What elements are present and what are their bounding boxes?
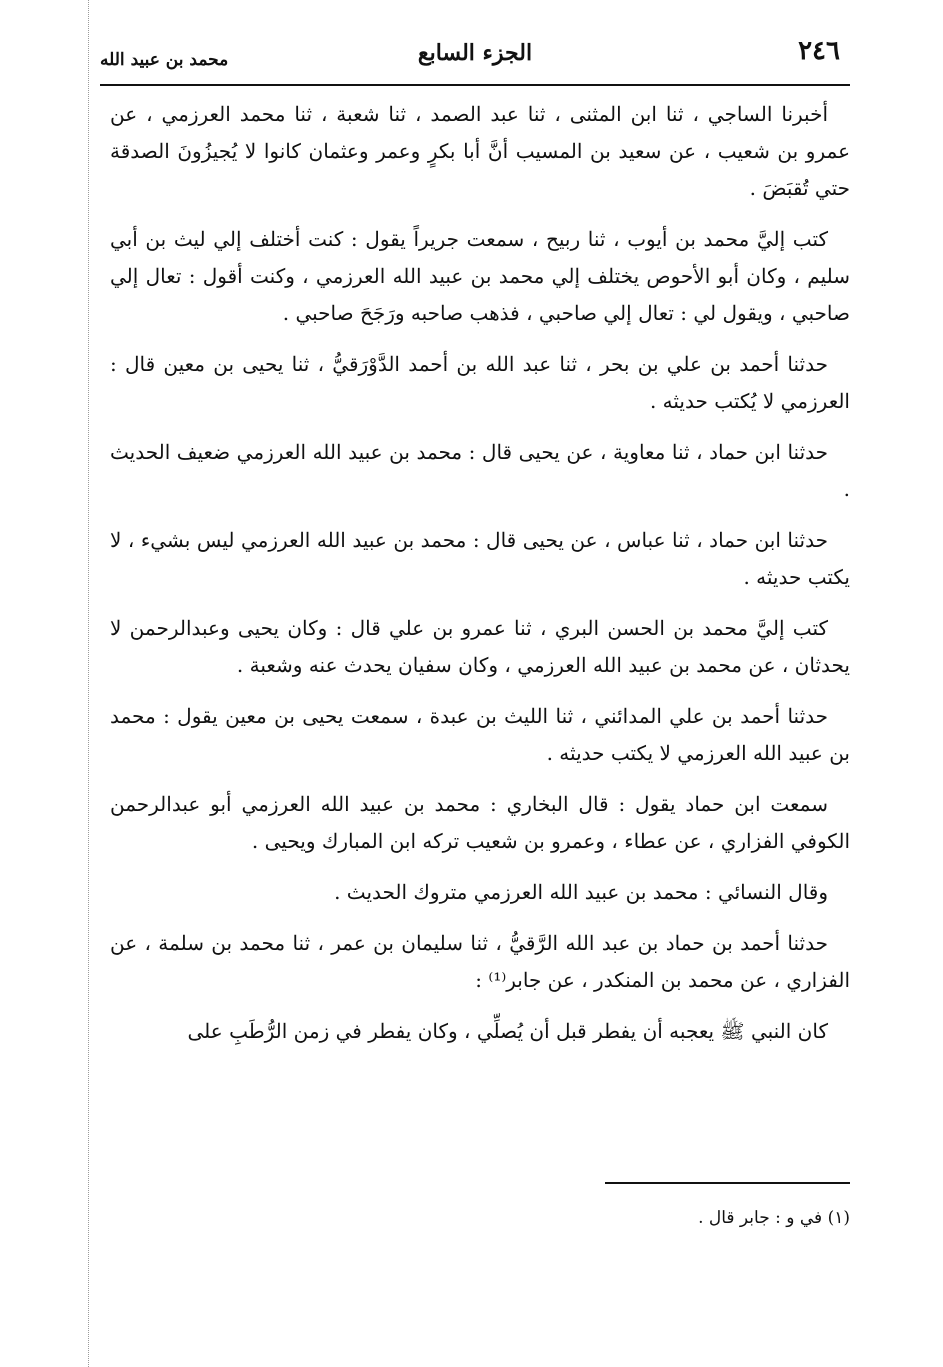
footnote: (١) في و : جابر قال . bbox=[698, 1208, 850, 1228]
volume-title: الجزء السابع bbox=[417, 40, 533, 66]
header-rule bbox=[100, 84, 850, 86]
paragraph-3: حدثنا أحمد بن علي بن بحر ، ثنا عبد الله بن أحمد الدَّوْرَقيُّ ، ثنا يحيى بن معين قال : العرزمي لا يُكتب حديثه . bbox=[110, 352, 850, 413]
paragraph-9: وقال النسائي : محمد بن عبيد الله العرزمي متروك الحديث . bbox=[334, 880, 828, 904]
page-number: ٢٤٦ bbox=[798, 36, 840, 66]
page-header bbox=[100, 36, 850, 86]
paragraph-10: حدثنا أحمد بن حماد بن عبد الله الرَّقيُّ ، ثنا سليمان بن عمر ، ثنا محمد بن سلمة ، عن الفزاري ، عن محمد بن المنكدر ، عن جابر⁽¹⁾ : bbox=[110, 931, 850, 992]
paragraph-4: حدثنا ابن حماد ، ثنا معاوية ، عن يحيى قال : محمد بن عبيد الله العرزمي ضعيف الحديث . bbox=[110, 440, 850, 501]
body-text bbox=[110, 96, 850, 1064]
paragraph-6: كتب إليَّ محمد بن الحسن البري ، ثنا عمرو بن علي قال : وكان يحيى وعبدالرحمن لا يحدثان ، عن محمد بن عبيد الله العرزمي ، وكان سفيان يحدث عنه وشعبة . bbox=[110, 616, 850, 677]
paragraph-1: أخبرنا الساجي ، ثنا ابن المثنى ، ثنا عبد الصمد ، ثنا شعبة ، ثنا محمد العرزمي ، عن عمرو بن شعيب ، عن سعيد بن المسيب أنَّ أبا بكرٍ وعمر وعثمان كانوا لا يُجيزُونَ الصدقة حتي تُقبَضَ . bbox=[110, 102, 850, 200]
paragraph-2: كتب إليَّ محمد بن أيوب ، ثنا ربيح ، سمعت جريراً يقول : كنت أختلف إلي ليث بن أبي سليم ، وكان أبو الأحوص يختلف إلي محمد بن عبيد الله العرزمي ، وكنت أقول : تعال إلي صاحبي ، ويقول لي : تعال إلي صاحبي ، فذهب صاحبه ورَجَحَ صاحبي . bbox=[110, 227, 850, 325]
paragraph-11: كان النبي ﷺ يعجبه أن يفطر قبل أن يُصلِّي ، وكان يفطر في زمن الرُّطَبِ على bbox=[187, 1019, 828, 1043]
paragraph-8: سمعت ابن حماد يقول : قال البخاري : محمد بن عبيد الله العرزمي أبو عبدالرحمن الكوفي الفزاري ، عن عطاء ، وعمرو بن شعيب تركه ابن المبارك ويحيى . bbox=[110, 792, 850, 853]
footnote-rule bbox=[605, 1182, 850, 1184]
running-head: محمد بن عبيد الله bbox=[100, 50, 229, 70]
paragraph-5: حدثنا ابن حماد ، ثنا عباس ، عن يحيى قال : محمد بن عبيد الله العرزمي ليس بشيء ، لا يكتب حديثه . bbox=[110, 528, 850, 589]
paragraph-7: حدثنا أحمد بن علي المدائني ، ثنا الليث بن عبدة ، سمعت يحيى بن معين يقول : محمد بن عبيد الله العرزمي لا يكتب حديثه . bbox=[110, 704, 850, 765]
page-binding-edge bbox=[88, 0, 89, 1367]
